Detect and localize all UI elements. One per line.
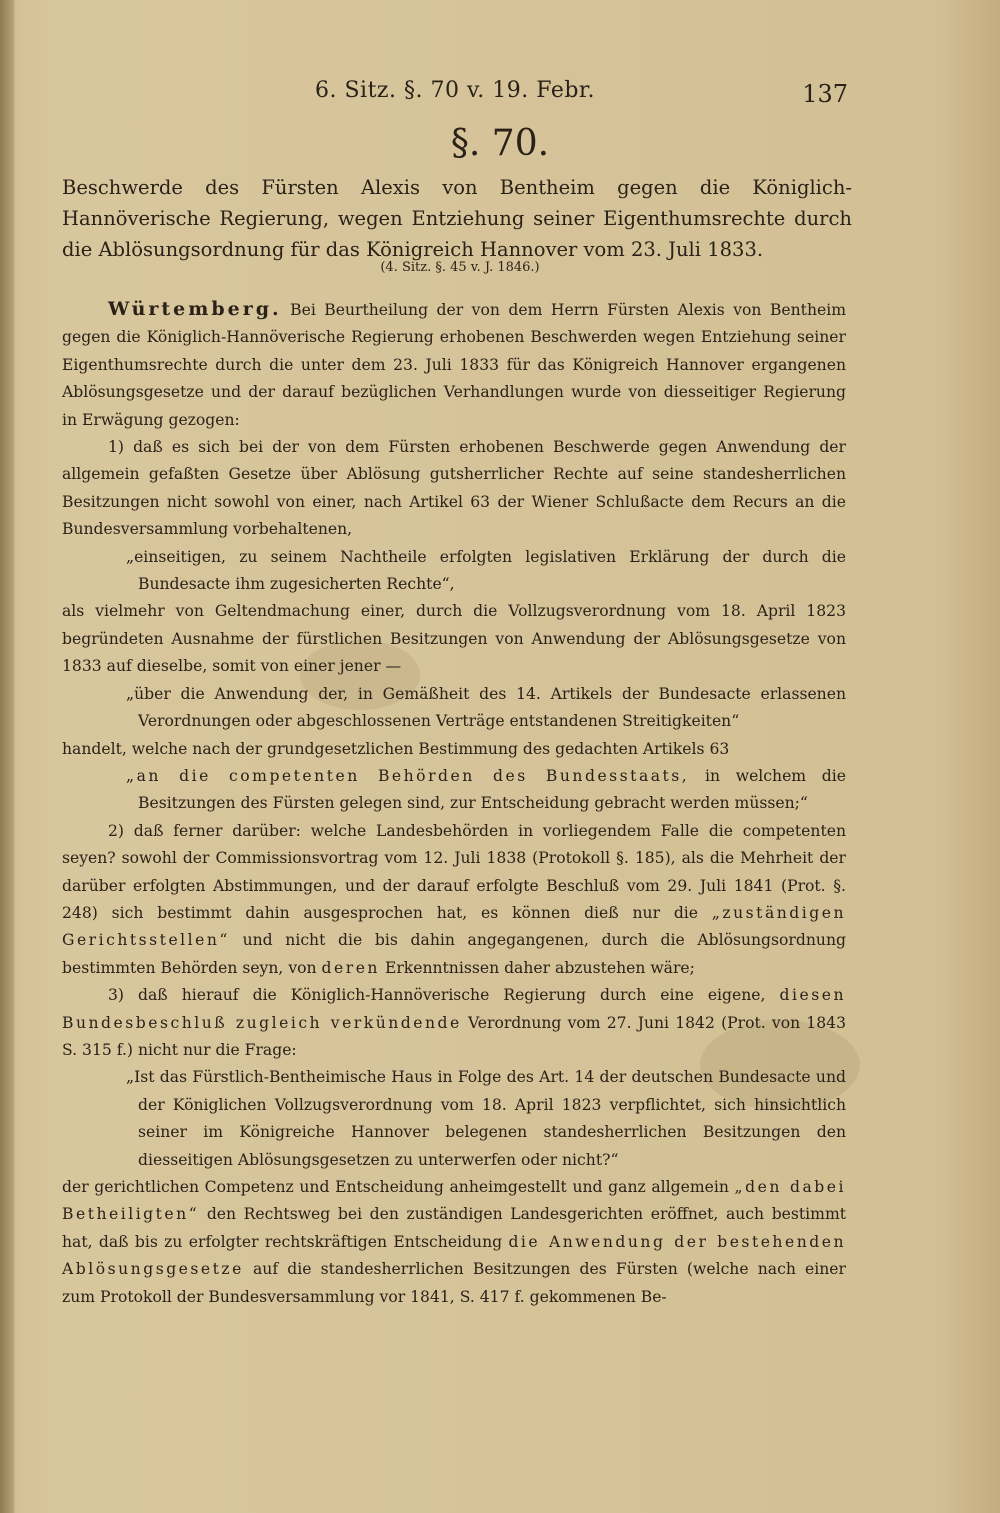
paragraph-point-3: [62, 982, 846, 1064]
paragraph-text: der gerichtlichen Competenz und Entscheidung anheimgestellt und ganz allgemein: [62, 1178, 729, 1196]
paragraph-intro: [62, 296, 846, 434]
paragraph-text: 3) daß hierauf die Königlich-Hannöverische Regierung durch eine eigene,: [108, 986, 766, 1005]
paragraph-text: den Rechtsweg bei den zuständigen Landesgerichten eröffnet, auch bestimmt hat, daß bis zu erfolgter rechtskräftigen Entscheidung: [62, 1205, 846, 1251]
spaced-text: deren: [321, 958, 380, 977]
cross-reference: (4. Sitz. §. 45 v. J. 1846.): [380, 260, 540, 275]
quotation: „einseitigen, zu seinem Nachtheile erfolgten legislativen Erklärung der durch die Bundesacte ihm zugesicherten Rechte“,: [126, 547, 846, 594]
body-text: [62, 296, 846, 1311]
paragraph-text: Bei Beurtheilung der von dem Herrn Fürsten Alexis von Bentheim gegen die Königlich-Hannöverische Regierung erhobenen Beschwerden wegen Entziehung seiner Eigenthumsrechte durch die unter dem 23. Juli 1833 für das Königreich Hannover ergangenen Ablösungsgesetze und der darauf bezüglichen Verhandlungen wurde von diesseitiger Regierung in Erwägung gezogen:: [62, 301, 846, 429]
running-head: 6. Sitz. §. 70 v. 19. Febr.: [314, 78, 596, 103]
quotation-text: in welchem die Besitzungen des Fürsten gelegen sind, zur Entscheidung gebracht werden müssen;“: [138, 766, 846, 813]
paragraph-text: und nicht die bis dahin angegangenen, durch die Ablösungsordnung bestimmten Behörden seyn, von: [62, 931, 846, 977]
spaced-text: „an die competenten Behörden des Bundesstaats,: [126, 766, 690, 785]
page-number: 137: [802, 80, 848, 108]
paragraph-text: Erkenntnissen daher abzustehen wäre;: [384, 958, 695, 977]
section-summary: Beschwerde des Fürsten Alexis von Bentheim gegen die Königlich-Hannöverische Regierung, wegen Entziehung seiner Eigenthumsrechte durch die Ablösungsordnung für das Königreich Hannover vom 23. Juli 1833.: [62, 176, 852, 261]
paragraph: als vielmehr von Geltendmachung einer, durch die Vollzugsverordnung vom 18. April 1823 begründeten Ausnahme der fürstlichen Besitzungen von Anwendung der Ablösungsgesetze von 1833 auf dieselbe, somit von einer jener —: [62, 602, 846, 676]
paragraph-point-2: [62, 818, 846, 982]
paragraph-text: auf die standesherrlichen Besitzungen des Fürsten (welche nach einer zum Protokoll der Bundesversammlung vor 1841, S. 417 f. gekommenen Be-: [62, 1260, 846, 1306]
paragraph-text: Verordnung vom 27. Juni 1842 (Prot. von 1843 S. 315 f.) nicht nur die Frage:: [62, 1013, 846, 1059]
paragraph-text: 2) daß ferner darüber: welche Landesbehörden in vorliegendem Falle die competenten seyen? sowohl der Commissionsvortrag vom 12. Juli 1838 (Protokoll §. 185), als die Mehrheit der darüber erfolgten Abstimmungen, und der darauf erfolgte Beschluß vom 29. Juli 1841 (Prot. §. 248) sich bestimmt dahin ausgesprochen hat, es können dieß nur die: [62, 821, 846, 922]
section-title: §. 70.: [450, 123, 550, 164]
state-name: Würtemberg.: [108, 298, 282, 320]
spaced-text: die Anwendung der bestehenden Ablösungsgesetze: [62, 1232, 847, 1279]
paragraph: handelt, welche nach der grundgesetzlichen Bestimmung des gedachten Artikels 63: [62, 739, 730, 758]
quotation: „über die Anwendung der, in Gemäßheit des 14. Artikels der Bundesacte erlassenen Verordnungen oder abgeschlossenen Verträge entstandenen Streitigkeiten“: [126, 684, 846, 731]
quotation: [62, 763, 846, 818]
paragraph-point-1: 1) daß es sich bei der von dem Fürsten erhobenen Beschwerde gegen Anwendung der allgemein gefaßten Gesetze über Ablösung gutsherrlicher Rechte auf seine standesherrlichen Besitzungen nicht sowohl von einer, nach Artikel 63 der Wiener Schlußacte dem Recurs an die Bundesversammlung vorbehaltenen,: [62, 438, 846, 539]
spaced-text: „den dabei Betheiligten“: [62, 1178, 846, 1224]
quotation: „Ist das Fürstlich-Bentheimische Haus in Folge des Art. 14 der deutschen Bundesacte und der Königlichen Vollzugsverordnung vom 18. April 1823 verpflichtet, sich hinsichtlich seiner im Königreiche Hannover belegenen standesherrlichen Besitzungen den diesseitigen Ablösungsgesetzen zu unterwerfen oder nicht?“: [126, 1068, 846, 1169]
spaced-text: diesen Bundesbeschluß zugleich verkündende: [62, 986, 846, 1032]
spaced-text: „zuständigen Gerichtsstellen“: [62, 903, 847, 950]
paragraph: [62, 1174, 846, 1311]
book-spine-shadow: [0, 0, 14, 1513]
